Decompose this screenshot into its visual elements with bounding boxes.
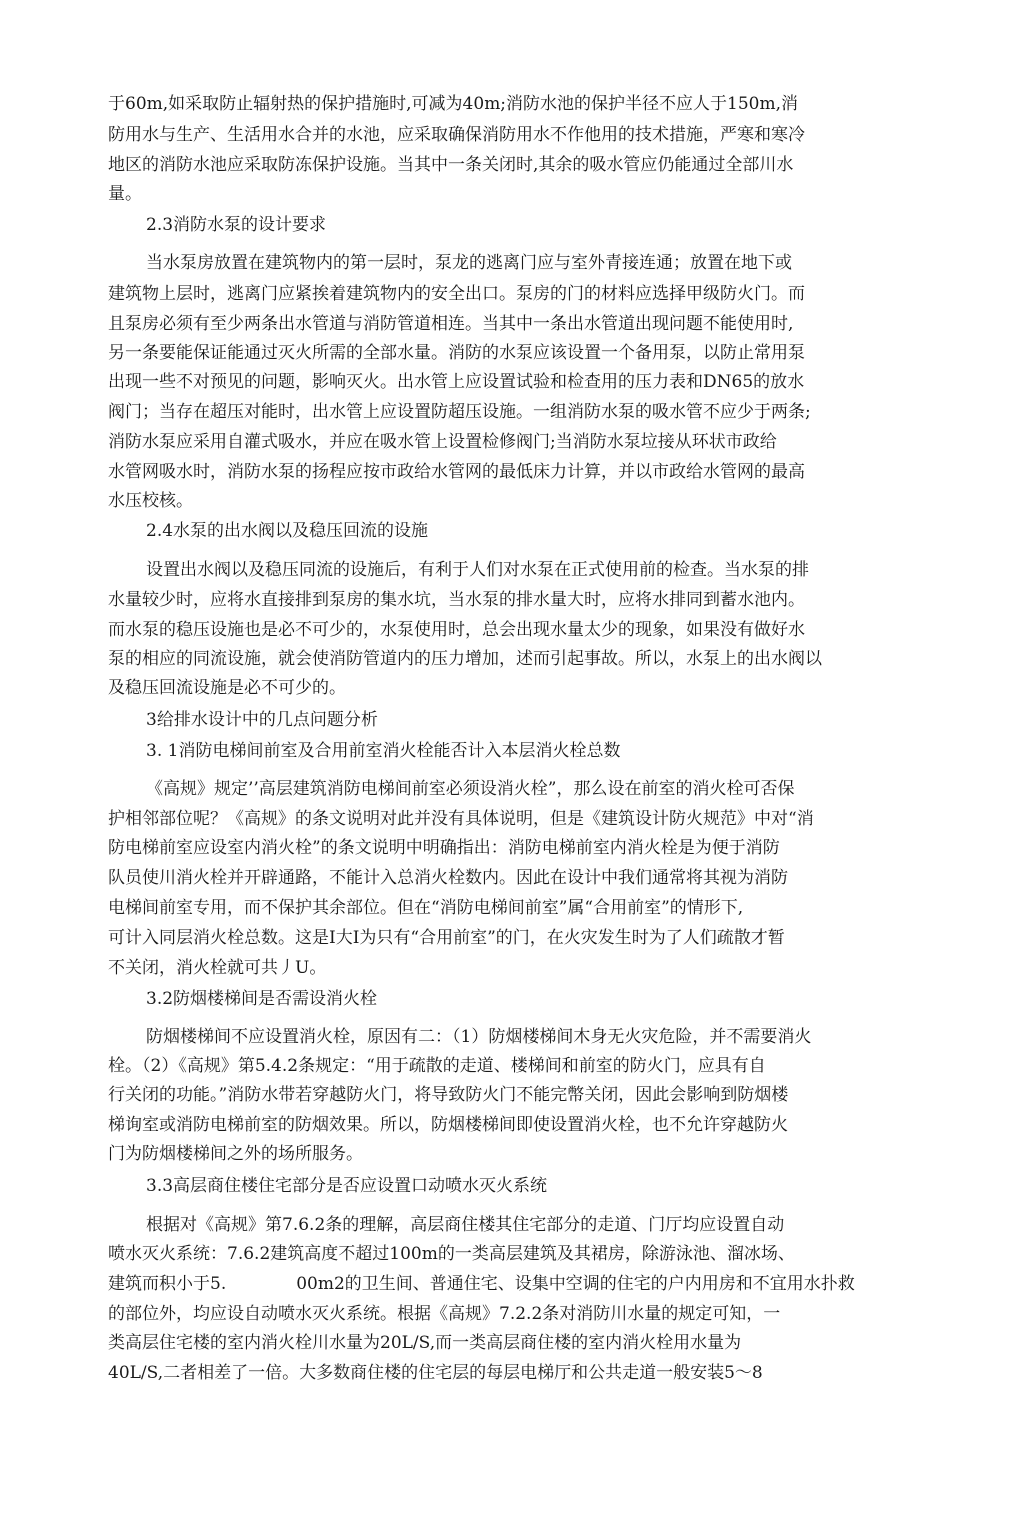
text-line: 另一条要能保证能通过灭火所需的全部水量。消防的水泵应该设置一个备用泵，以防止常用泵 (108, 343, 805, 363)
text-line: 根据对《高规》第7.6.2条的理解，高层商住楼其住宅部分的走道、门厅均应设置自动 (146, 1215, 785, 1235)
section-heading: 3给排水设计中的几点问题分析 (146, 710, 378, 730)
section-heading: 3. 1消防电梯间前室及合用前室消火栓能否计入本层消火栓总数 (146, 741, 621, 761)
text-line: 《高规》规定’’高层建筑消防电梯间前室必须设消火栓”，那么设在前室的消火栓可否保 (146, 779, 795, 799)
text-fragment: 建筑而积小于5. (108, 1274, 227, 1294)
section-heading: 2.4水泵的出水阀以及稳压回流的设施 (146, 521, 429, 541)
text-line: 地区的消防水池应采取防冻保护设施。当其中一条关闭时,其余的吸水管应仍能通过全部川水 (108, 155, 794, 175)
text-line: 护相邻部位呢？《高规》的条文说明对此并没有具体说明，但是《建筑设计防火规范》中对“消 (108, 809, 814, 829)
text-line: 40L/S,二者相差了一倍。大多数商住楼的住宅层的每层电梯厅和公共走道一般安装5〜8 (108, 1363, 763, 1383)
text-line: 队员使川消火栓并开辟通路，不能计入总消火栓数内。因此在设计中我们通常将其视为消防 (108, 868, 788, 888)
text-fragment: 00m2的卫生间、普通住宅、设集中空调的住宅的户内用房和不宜用水扑救 (296, 1274, 855, 1294)
text-line: 消防水泵应采用自灌式吸水，并应在吸水管上设置检修阀门;当消防水泵垃接从环状市政给 (108, 432, 777, 452)
text-line: 当水泵房放置在建筑物内的第一层时，泵龙的逃离门应与室外青接连通；放置在地下或 (146, 253, 792, 273)
text-line: 可计入同层消火栓总数。这是I大I为只有“合用前室”的门，在火灾发生时为了人们疏散才暂 (108, 928, 785, 948)
text-line: 喷水灭火系统：7.6.2建筑高度不超过100m的一类高层建筑及其裙房，除游泳池、溜冰场、 (108, 1244, 795, 1264)
text-line: 量。 (108, 184, 142, 204)
text-line: 门为防烟楼梯间之外的场所服务。 (108, 1144, 363, 1164)
text-line: 且泵房必须有至少两条出水管道与消防管道相连。当其中一条出水管道出现问题不能使用时, (108, 314, 794, 334)
text-line: 梯询室或消防电梯前室的防烟效果。所以，防烟楼梯间即使设置消火栓，也不允许穿越防火 (108, 1115, 788, 1135)
text-line: 泵的相应的同流设施，就会使消防管道内的压力增加，述而引起事故。所以，水泵上的出水阀以 (108, 649, 822, 669)
text-line: 行关闭的功能。”消防水带若穿越防火门，将导致防火门不能完幣关闭，因此会影响到防烟楼 (108, 1085, 789, 1105)
text-line: 而水泵的稳压设施也是必不可少的，水泵使用时，总会出现水量太少的现象，如果没有做好水 (108, 620, 805, 640)
text-line: 电梯间前室专用，而不保护其余部位。但在“消防电梯间前室”属“合用前室”的情形下, (108, 898, 744, 918)
text-line: 出现一些不对预见的问题，影响灭火。出水管上应设置试验和检查用的压力表和DN65的放水 (108, 372, 805, 392)
section-heading: 3.2防烟楼梯间是否需设消火栓 (146, 989, 378, 1009)
text-line: 设置出水阀以及稳压同流的设施后，有利于人们对水泵在正式使用前的检查。当水泵的排 (146, 560, 809, 580)
text-line: 的部位外，均应设自动喷水灭火系统。根据《高规》7.2.2条对消防川水量的规定可知，一 (108, 1304, 781, 1324)
text-line: 栓。（2）《高规》第5.4.2条规定：“用于疏散的走道、楼梯间和前室的防火门，应具有自 (108, 1056, 766, 1076)
text-line: 水管网吸水时，消防水泵的扬程应按市政给水管网的最低床力计算，并以市政给水管网的最高 (108, 462, 805, 482)
text-line: 不关闭，消火栓就可共丿U。 (108, 958, 327, 978)
text-line: 阀门；当存在超压对能时，出水管上应设置防超压设施。一组消防水泵的吸水管不应少于两条; (108, 402, 811, 422)
text-line: 水压校核。 (108, 491, 193, 511)
text-line: 于60m,如采取防止辐射热的保护措施时,可减为40m;消防水池的保护半径不应人于150m,消 (108, 94, 799, 114)
text-line: 防烟楼梯间不应设置消火栓，原因有二：（1）防烟楼梯间木身无火灾危险，并不需要消火 (146, 1027, 812, 1047)
text-line: 防电梯前室应设室内消火栓”的条文说明中明确指出：消防电梯前室内消火栓是为便于消防 (108, 838, 780, 858)
text-line (108, 1272, 855, 1296)
text-line: 水量较少时，应将水直接排到泵房的集水坑，当水泵的排水量大时，应将水排同到蓄水池内。 (108, 590, 805, 610)
section-heading: 3.3高层商住楼住宅部分是否应设置口动喷水灭火系统 (146, 1176, 548, 1196)
text-line: 类高层住宅楼的室内消火栓川水量为20L/S,而一类高层商住楼的室内消火栓用水量为 (108, 1333, 742, 1353)
text-line: 建筑物上层时，逃离门应紧挨着建筑物内的安全出口。泵房的门的材料应选择甲级防火门。而 (108, 284, 805, 304)
section-heading: 2.3消防水泵的设计要求 (146, 215, 327, 235)
text-line: 及稳压回流设施是必不可少的。 (108, 678, 346, 698)
text-line: 防用水与生产、生活用水合并的水池，应采取确保消防用水不作他用的技术措施，严寒和寒冷 (108, 125, 805, 145)
